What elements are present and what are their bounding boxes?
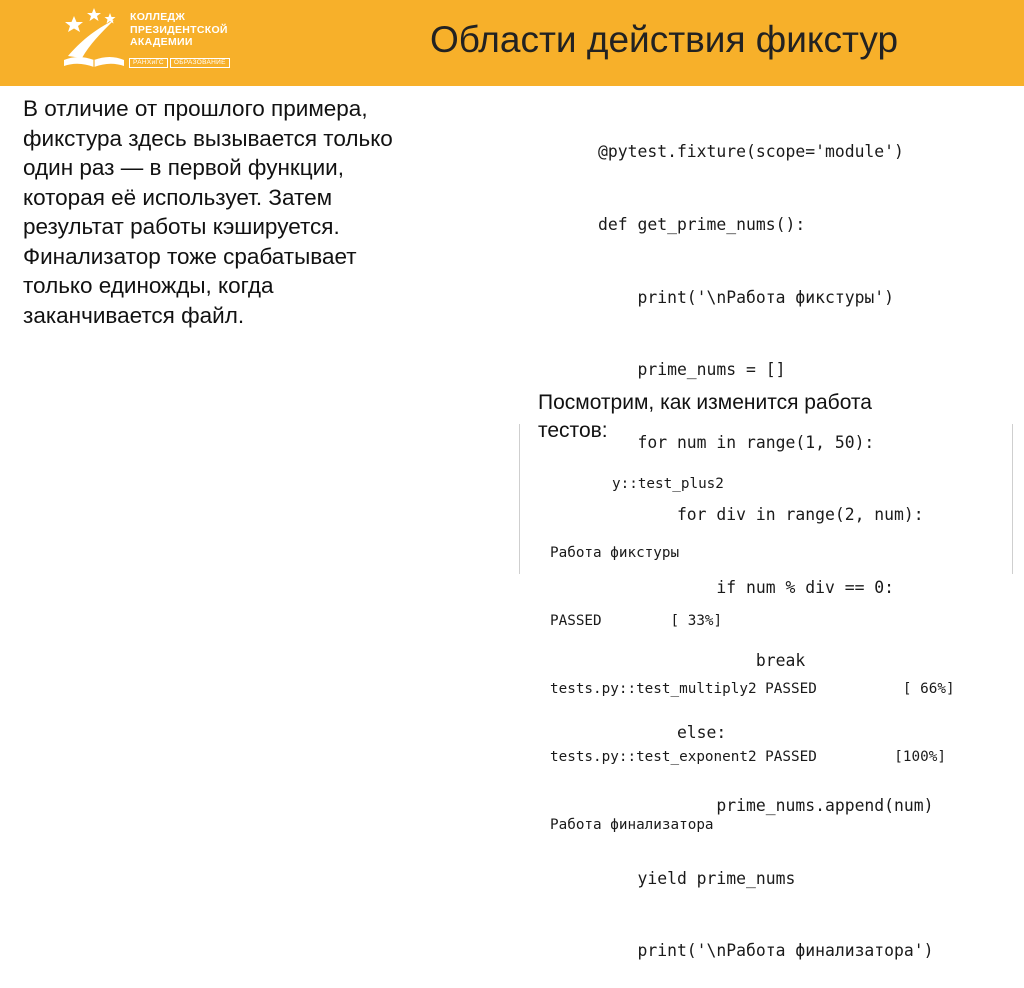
output-line: Работа фикстуры <box>550 544 680 561</box>
code-line: prime_nums.append(num) <box>598 795 934 815</box>
caption-line: тестов: <box>538 419 608 442</box>
star-icon <box>65 16 83 32</box>
code-line: else: <box>598 723 727 743</box>
body-paragraph <box>23 94 543 330</box>
output-border-right <box>1012 424 1013 574</box>
output-line: Работа финализатора <box>550 816 714 833</box>
logo-wordmark: КОЛЛЕДЖ ПРЕЗИДЕНТСКОЙ АКАДЕМИИ <box>130 11 228 48</box>
output-border-left <box>519 424 520 574</box>
output-line: y::test_plus2 <box>612 476 724 493</box>
output-line: tests.py::test_multiply2 PASSED [ 66%] <box>550 680 955 697</box>
caption-text <box>538 389 872 445</box>
body-line: Финализатор тоже срабатывает <box>23 243 357 269</box>
body-line: результат работы кэшируется. <box>23 214 340 239</box>
code-line: print('\nРабота фикстуры') <box>598 287 895 307</box>
code-line: def get_prime_nums(): <box>598 215 806 235</box>
body-line: которая её использует. Затем <box>23 184 333 210</box>
body-line: фикстура здесь вызывается только <box>23 125 393 151</box>
body-line: В отличие от прошлого примера, <box>23 96 368 121</box>
logo-badge-ranepa: РАНХиГС <box>129 58 168 68</box>
logo-badges <box>129 58 230 68</box>
logo-badge-education: ОБРАЗОВАНИЕ <box>170 58 230 68</box>
output-line: tests.py::test_exponent2 PASSED [100%] <box>550 748 946 765</box>
code-line: for div in range(2, num): <box>598 505 924 525</box>
header-bar <box>0 0 1024 86</box>
code-line: @pytest.fixture(scope='module') <box>598 142 904 162</box>
body-line: только единожды, когда <box>23 273 274 298</box>
output-line: PASSED [ 33%] <box>550 612 723 629</box>
body-line: один раз — в первой функции, <box>23 155 344 180</box>
body-line: заканчивается файл. <box>23 302 245 328</box>
code-line: if num % div == 0: <box>598 578 895 598</box>
star-icon <box>87 8 101 21</box>
code-line: break <box>598 650 806 670</box>
slide-title: Области действия фикстур <box>430 19 899 60</box>
code-line: for num in range(1, 50): <box>598 432 875 452</box>
code-line: prime_nums = [] <box>598 360 786 380</box>
code-line: yield prime_nums <box>598 868 796 888</box>
code-line: print('\nРабота финализатора') <box>598 941 934 961</box>
star-icon <box>105 13 116 24</box>
test-output <box>550 428 955 859</box>
caption-line: Посмотрим, как изменится работа <box>538 391 872 414</box>
